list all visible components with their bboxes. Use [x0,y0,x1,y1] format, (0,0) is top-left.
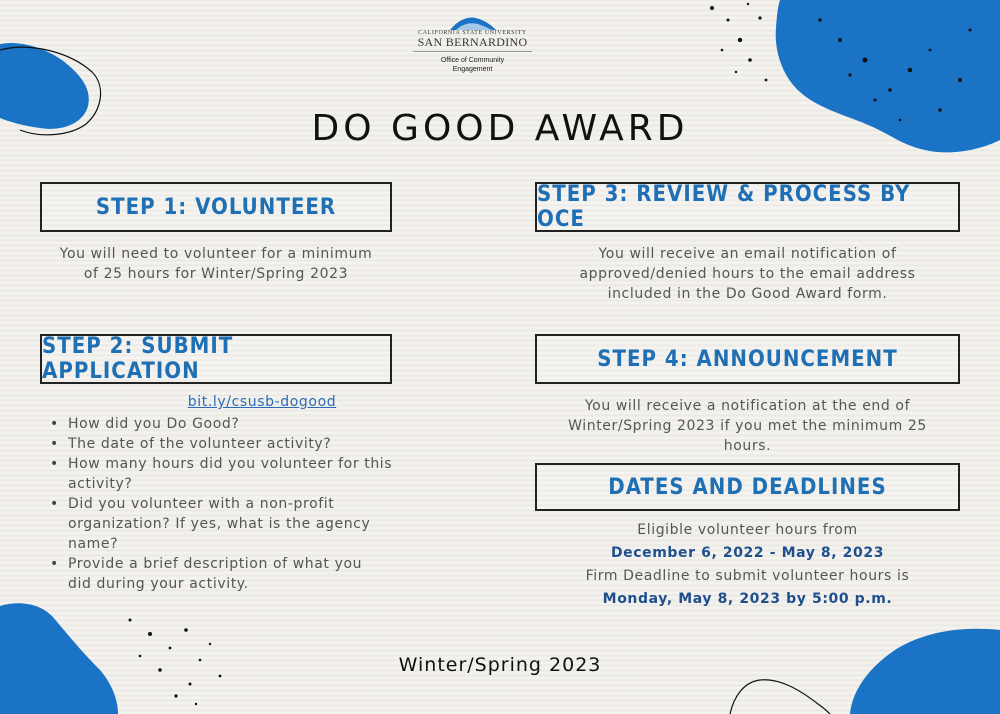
page-title: DO GOOD AWARD [311,108,689,149]
step3-line1: You will receive an email notification of [598,246,897,262]
list-item: • Provide a brief description of what you did during your activity. [48,554,428,594]
list-item: • Did you volunteer with a non-profit organization? If yes, what is the agency name? [48,494,428,554]
list-item: • How many hours did you volunteer for this activity? [48,454,428,494]
logo-campus-line: SAN BERNARDINO [413,36,532,52]
dates-heading: DATES AND DEADLINES [608,474,887,500]
step1-heading: STEP 1: VOLUNTEER [95,194,337,220]
application-link[interactable]: bit.ly/csusb-dogood [187,394,337,410]
step1-line2: of 25 hours for Winter/Spring 2023 [83,266,349,282]
step4-description [535,396,960,456]
step4-line1: You will receive a notification at the end of [584,398,911,414]
footer-term: Winter/Spring 2023 [398,654,602,676]
list-item: • How did you Do Good? [48,414,428,434]
office-line-2: Engagement [452,66,493,73]
step2-heading-box [40,334,392,384]
step2-heading: STEP 2: SUBMIT APPLICATION [42,334,234,384]
deadline-value: Monday, May 8, 2023 by 5:00 p.m. [602,591,893,607]
step4-heading: STEP 4: ANNOUNCEMENT [597,346,898,372]
step1-line1: You will need to volunteer for a minimum [59,246,373,262]
dates-heading-box [535,463,960,511]
step4-heading-box [535,334,960,384]
step3-heading-box [535,182,960,232]
logo-university-line: CALIFORNIA STATE UNIVERSITY [418,30,527,36]
mountain-logo-icon [448,14,498,30]
eligible-range: December 6, 2022 - May 8, 2023 [610,545,885,561]
step1-heading-box [40,182,392,232]
eligible-label: Eligible volunteer hours from [637,522,858,538]
office-line-1: Office of Community [440,57,505,64]
step1-description [30,244,402,284]
step3-description [535,244,960,304]
step4-line2: Winter/Spring 2023 if you met the minimum 25 [568,418,927,434]
question-list [48,414,428,594]
step3-line2: approved/denied hours to the email address [579,266,916,282]
step3-line3: included in the Do Good Award form. [607,286,888,302]
list-item: • The date of the volunteer activity? [48,434,428,454]
csusb-logo [405,14,540,74]
step4-line3: hours. [723,438,772,454]
step3-heading: STEP 3: REVIEW & PROCESS BY OCE [537,182,911,232]
deadline-label: Firm Deadline to submit volunteer hours is [585,568,910,584]
